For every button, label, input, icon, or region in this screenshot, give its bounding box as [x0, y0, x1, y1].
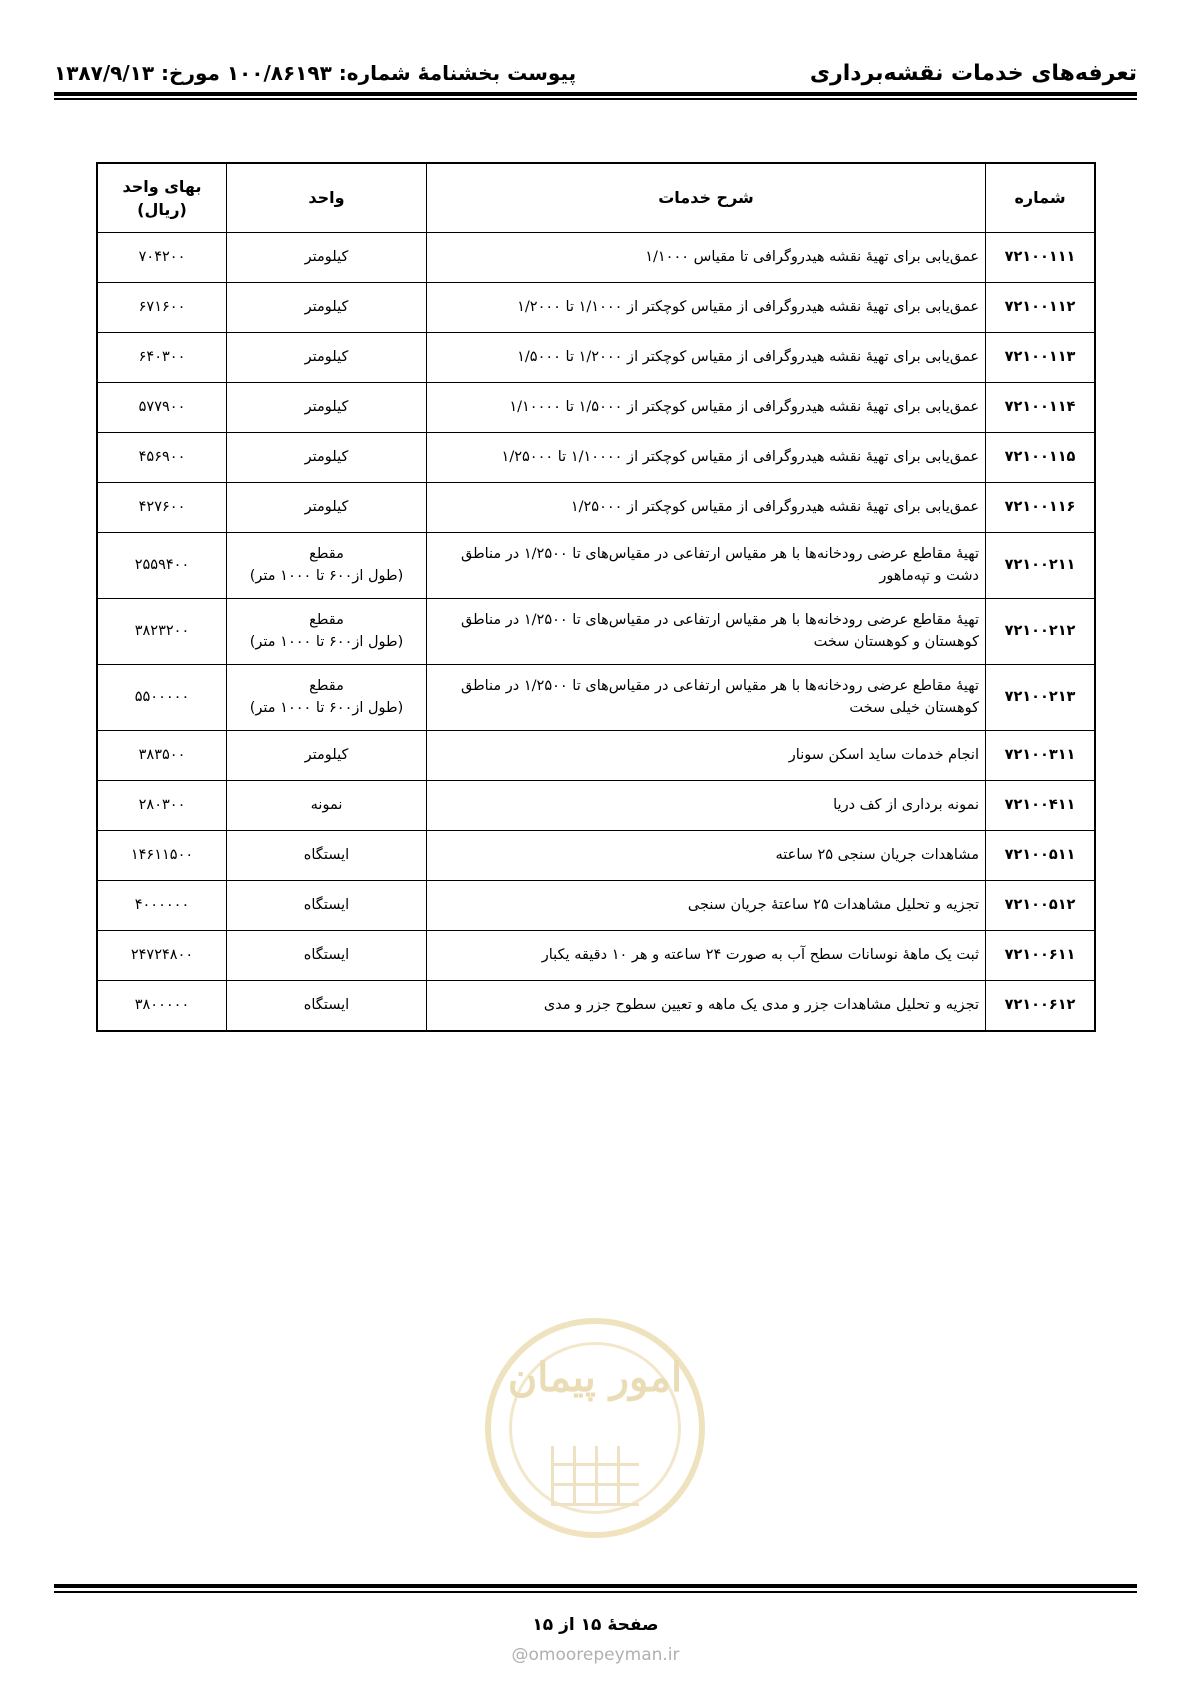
service-unit-price: ۷۰۴۲۰۰	[98, 233, 227, 283]
table-row	[98, 981, 1095, 1031]
column-header-price-currency: (ریال)	[137, 200, 187, 219]
service-unit	[227, 283, 427, 333]
service-unit-label: مقطع	[309, 612, 344, 629]
service-unit	[227, 533, 427, 599]
service-unit-label: کیلومتر	[304, 746, 349, 763]
service-unit-label: مقطع	[309, 546, 344, 563]
page-number: صفحهٔ ۱۵ از ۱۵	[532, 1615, 659, 1635]
service-unit-price: ۱۴۶۱۱۵۰۰	[98, 831, 227, 881]
service-unit	[227, 831, 427, 881]
service-description: تهیهٔ مقاطع عرضی رودخانه‌ها با هر مقیاس ارتفاعی در مقیاس‌های تا ۱/۲۵۰۰ در مناطق دشت و تپه‌ماهور	[427, 533, 986, 599]
service-description: ثبت یک ماههٔ نوسانات سطح آب به صورت ۲۴ ساعته و هر ۱۰ دقیقه یکبار	[427, 931, 986, 981]
table-row	[98, 931, 1095, 981]
service-unit-price: ۳۸۳۵۰۰	[98, 731, 227, 781]
service-code: ۷۲۱۰۰۲۱۲	[986, 599, 1095, 665]
service-unit	[227, 333, 427, 383]
service-description: عمق‌یابی برای تهیهٔ نقشه هیدروگرافی از مقیاس کوچکتر از ۱/۲۵۰۰۰	[427, 483, 986, 533]
table-row	[98, 781, 1095, 831]
service-description: انجام خدمات ساید اسکن سونار	[427, 731, 986, 781]
service-unit-price: ۶۴۰۳۰۰	[98, 333, 227, 383]
service-unit-price: ۴۵۶۹۰۰	[98, 433, 227, 483]
table-row	[98, 383, 1095, 433]
tariff-table	[97, 163, 1095, 1031]
service-unit-price: ۵۵۰۰۰۰۰	[98, 665, 227, 731]
column-header-price	[98, 164, 227, 233]
service-unit-label: ایستگاه	[303, 846, 350, 863]
service-unit-note: (طول از۶۰۰ تا ۱۰۰۰ متر)	[249, 633, 404, 650]
service-unit-label: کیلومتر	[304, 498, 349, 515]
service-code: ۷۲۱۰۰۱۱۵	[986, 433, 1095, 483]
service-code: ۷۲۱۰۰۱۱۶	[986, 483, 1095, 533]
service-unit-label: کیلومتر	[304, 348, 349, 365]
service-description: تجزیه و تحلیل مشاهدات ۲۵ ساعتهٔ جریان سنجی	[427, 881, 986, 931]
column-header-unit: واحد	[227, 164, 427, 233]
table-row	[98, 233, 1095, 283]
service-description: عمق‌یابی برای تهیهٔ نقشه هیدروگرافی از مقیاس کوچکتر از ۱/۲۰۰۰ تا ۱/۵۰۰۰	[427, 333, 986, 383]
watermark-logo-text: امور پیمان	[507, 1354, 683, 1401]
service-unit-label: ایستگاه	[303, 996, 350, 1013]
service-description: عمق‌یابی برای تهیهٔ نقشه هیدروگرافی تا مقیاس ۱/۱۰۰۰	[427, 233, 986, 283]
service-unit-price: ۶۷۱۶۰۰	[98, 283, 227, 333]
service-code: ۷۲۱۰۰۲۱۳	[986, 665, 1095, 731]
service-code: ۷۲۱۰۰۴۱۱	[986, 781, 1095, 831]
column-header-price-label: بهای واحد	[122, 176, 202, 196]
service-code: ۷۲۱۰۰۱۱۳	[986, 333, 1095, 383]
service-code: ۷۲۱۰۰۳۱۱	[986, 731, 1095, 781]
watermark-seal	[485, 1318, 705, 1538]
service-unit-label: ایستگاه	[303, 946, 350, 963]
service-unit-price: ۲۵۵۹۴۰۰	[98, 533, 227, 599]
service-unit-label: کیلومتر	[304, 398, 349, 415]
service-description: تجزیه و تحلیل مشاهدات جزر و مدی یک ماهه و تعیین سطوح جزر و مدی	[427, 981, 986, 1031]
service-code: ۷۲۱۰۰۲۱۱	[986, 533, 1095, 599]
service-unit-label: کیلومتر	[304, 298, 349, 315]
service-unit	[227, 433, 427, 483]
service-code: ۷۲۱۰۰۱۱۱	[986, 233, 1095, 283]
service-code: ۷۲۱۰۰۵۱۱	[986, 831, 1095, 881]
tariff-table-body	[98, 233, 1095, 1031]
circular-reference: پیوست بخشنامهٔ شماره: ۱۰۰/۸۶۱۹۳ مورخ: ۱۳۸۷/۹/۱۳	[54, 61, 577, 85]
service-unit-price: ۲۴۷۲۴۸۰۰	[98, 931, 227, 981]
service-unit	[227, 233, 427, 283]
column-header-description: شرح خدمات	[427, 164, 986, 233]
service-unit	[227, 383, 427, 433]
service-unit	[227, 881, 427, 931]
service-code: ۷۲۱۰۰۱۱۲	[986, 283, 1095, 333]
service-unit	[227, 599, 427, 665]
service-unit-price: ۵۷۷۹۰۰	[98, 383, 227, 433]
service-code: ۷۲۱۰۰۶۱۲	[986, 981, 1095, 1031]
footer-rule-thin	[54, 1591, 1137, 1593]
table-row	[98, 433, 1095, 483]
service-unit-label: ایستگاه	[303, 896, 350, 913]
service-unit	[227, 483, 427, 533]
service-description: عمق‌یابی برای تهیهٔ نقشه هیدروگرافی از مقیاس کوچکتر از ۱/۱۰۰۰ تا ۱/۲۰۰۰	[427, 283, 986, 333]
table-row	[98, 831, 1095, 881]
table-row	[98, 599, 1095, 665]
header-rule-thin	[54, 98, 1137, 100]
header-rule-thick	[54, 92, 1137, 96]
website-watermark: @omoorepeyman.ir	[511, 1645, 680, 1665]
service-description: مشاهدات جریان سنجی ۲۵ ساعته	[427, 831, 986, 881]
service-unit	[227, 781, 427, 831]
footer-rule-thick	[54, 1584, 1137, 1588]
table-row	[98, 731, 1095, 781]
service-unit-price: ۴۰۰۰۰۰۰	[98, 881, 227, 931]
service-code: ۷۲۱۰۰۶۱۱	[986, 931, 1095, 981]
service-unit	[227, 931, 427, 981]
table-row	[98, 283, 1095, 333]
service-description: عمق‌یابی برای تهیهٔ نقشه هیدروگرافی از مقیاس کوچکتر از ۱/۵۰۰۰ تا ۱/۱۰۰۰۰	[427, 383, 986, 433]
service-unit	[227, 981, 427, 1031]
service-unit-note: (طول از۶۰۰ تا ۱۰۰۰ متر)	[249, 699, 404, 716]
table-row	[98, 333, 1095, 383]
document-title: تعرفه‌های خدمات نقشه‌برداری	[809, 60, 1137, 86]
watermark-grid-emblem	[551, 1446, 639, 1506]
service-unit-label: مقطع	[309, 678, 344, 695]
table-row	[98, 483, 1095, 533]
service-unit-note: (طول از۶۰۰ تا ۱۰۰۰ متر)	[249, 567, 404, 584]
service-unit-label: کیلومتر	[304, 448, 349, 465]
service-unit-price: ۳۸۰۰۰۰۰	[98, 981, 227, 1031]
page-header	[54, 56, 1137, 90]
table-row	[98, 881, 1095, 931]
column-header-code: شماره	[986, 164, 1095, 233]
service-code: ۷۲۱۰۰۱۱۴	[986, 383, 1095, 433]
service-unit-price: ۲۸۰۳۰۰	[98, 781, 227, 831]
service-unit-label: نمونه	[310, 796, 343, 813]
service-code: ۷۲۱۰۰۵۱۲	[986, 881, 1095, 931]
table-row	[98, 665, 1095, 731]
service-unit	[227, 665, 427, 731]
service-description: تهیهٔ مقاطع عرضی رودخانه‌ها با هر مقیاس ارتفاعی در مقیاس‌های تا ۱/۲۵۰۰ در مناطق کوهستان و کوهستان سخت	[427, 599, 986, 665]
service-unit-label: کیلومتر	[304, 248, 349, 265]
table-row	[98, 533, 1095, 599]
service-unit-price: ۳۸۲۳۲۰۰	[98, 599, 227, 665]
service-unit	[227, 731, 427, 781]
service-description: نمونه برداری از کف دریا	[427, 781, 986, 831]
table-header-row	[98, 164, 1095, 233]
service-description: عمق‌یابی برای تهیهٔ نقشه هیدروگرافی از مقیاس کوچکتر از ۱/۱۰۰۰۰ تا ۱/۲۵۰۰۰	[427, 433, 986, 483]
service-description: تهیهٔ مقاطع عرضی رودخانه‌ها با هر مقیاس ارتفاعی در مقیاس‌های تا ۱/۲۵۰۰ در مناطق کوهستان خیلی سخت	[427, 665, 986, 731]
service-unit-price: ۴۲۷۶۰۰	[98, 483, 227, 533]
